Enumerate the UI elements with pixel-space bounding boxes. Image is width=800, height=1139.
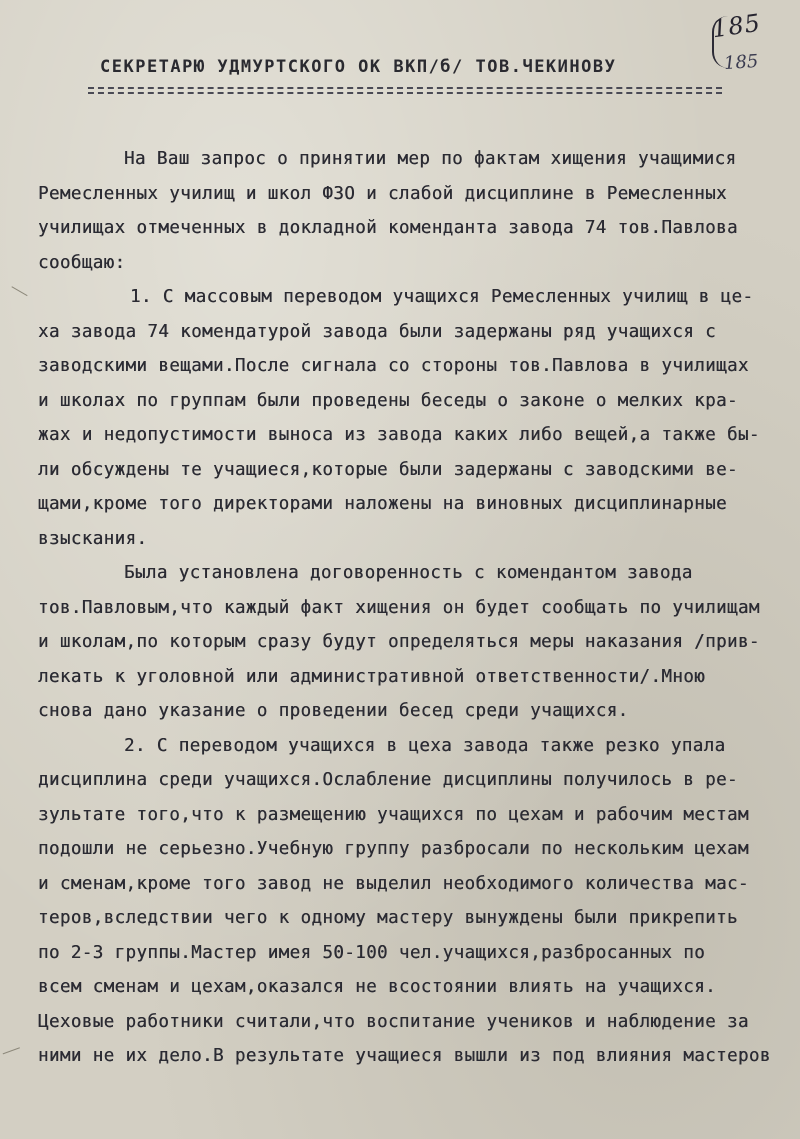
text-line: дисциплина среди учащихся.Ослабление дисциплины получилось в ре- [38, 770, 738, 790]
text-line: снова дано указание о проведении бесед среди учащихся. [38, 701, 629, 721]
heading-underline [88, 92, 722, 94]
text-line: зультате того,что к размещению учащихся по цехам и рабочим местам [38, 804, 749, 825]
text-line: ли обсуждены те учащиеся,которые были задержаны с заводскими ве- [38, 459, 738, 480]
text-line: и сменам,кроме того завод не выделил необходимого количества мас- [38, 873, 749, 894]
pin-hole-mark [6, 286, 27, 305]
folio-number-primary: 185 [710, 8, 763, 44]
text-line: и школах по группам были проведены беседы о законе о мелких кра- [38, 390, 738, 411]
text-line: тов.Павловым,что каждый факт хищения он будет сообщать по училищам [38, 597, 760, 618]
text-line: Была установлена договоренность с комендантом завода [124, 563, 693, 583]
pin-hole-mark [3, 1047, 24, 1063]
text-line: ха завода 74 комендатурой завода были задержаны ряд учащихся с [38, 321, 717, 342]
text-line: На Ваш запрос о принятии мер по фактам хищения учащимися [124, 149, 737, 169]
text-line: по 2-3 группы.Мастер имея 50-100 чел.учащихся,разбросанных по [38, 942, 706, 963]
text-line: теров,вследствии чего к одному мастеру вынуждены были прикрепить [38, 908, 738, 928]
text-line: 1. С массовым переводом учащихся Ремесленных училищ в це- [130, 287, 754, 307]
text-line: Ремесленных училищ и школ ФЗО и слабой дисциплине в Ремесленных [38, 183, 727, 204]
text-line: всем сменам и цехам,оказался не всостоянии влиять на учащихся. [38, 977, 717, 997]
text-line: и школам,по которым сразу будут определяться меры наказания /прив- [38, 632, 760, 652]
text-line: ними не их дело.В результате учащиеся вышли из под влияния мастеров [38, 1046, 771, 1066]
document-heading: СЕКРЕТАРЮ УДМУРТСКОГО ОК ВКП/б/ ТОВ.ЧЕКИНОВУ [100, 57, 617, 77]
text-line: училищах отмеченных в докладной коменданта завода 74 тов.Павлова [38, 218, 738, 238]
document-body [38, 142, 800, 1074]
text-line: щами,кроме того директорами наложены на виновных дисциплинарные [38, 494, 727, 514]
folio-number [710, 8, 772, 82]
text-line: заводскими вещами.После сигнала со стороны тов.Павлова в училищах [38, 356, 749, 376]
text-line: лекать к уголовной или административной ответственности/.Мною [38, 666, 706, 687]
text-line: взыскания. [38, 528, 148, 549]
heading-underline [88, 87, 722, 89]
text-line: сообщаю: [38, 252, 126, 273]
folio-number-secondary: 185 [723, 50, 760, 75]
text-line: Цеховые работники считали,что воспитание учеников и наблюдение за [38, 1011, 749, 1032]
text-line: жах и недопустимости выноса из завода каких либо вещей,а также бы- [38, 425, 760, 445]
text-line: 2. С переводом учащихся в цеха завода также резко упала [124, 735, 726, 756]
text-line: подошли не серьезно.Учебную группу разбросали по нескольким цехам [38, 839, 749, 859]
